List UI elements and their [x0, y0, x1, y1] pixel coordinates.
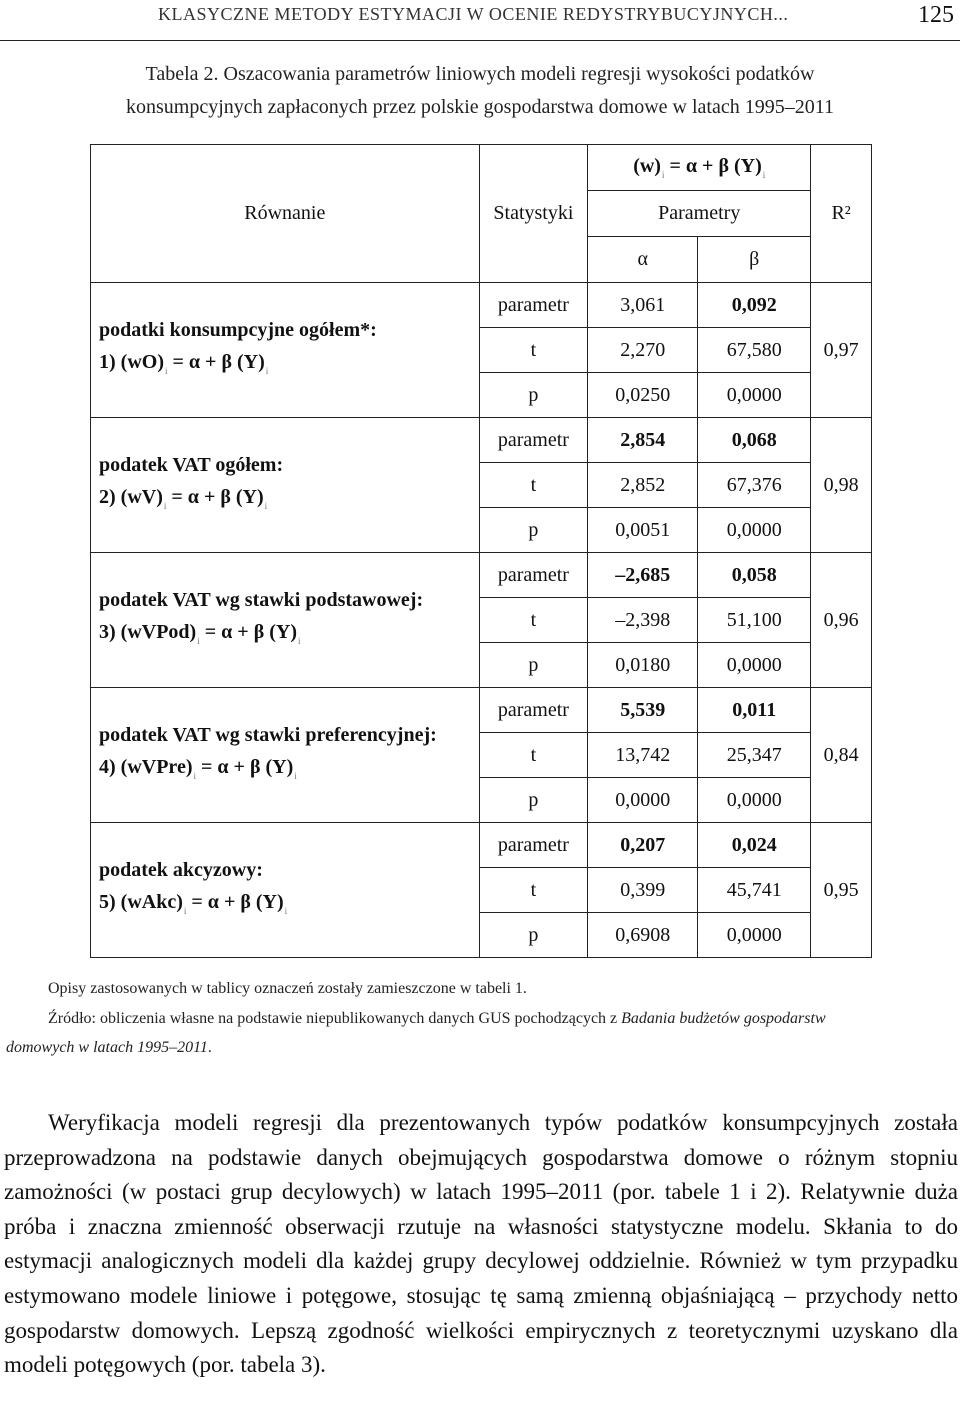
header-model-formula	[588, 145, 811, 191]
stat-cell: parametr	[479, 688, 588, 733]
beta-cell: 0,0000	[698, 508, 811, 553]
beta-cell: 67,580	[698, 328, 811, 373]
source-italic-1: Badania budżetów gospodarstw	[621, 1010, 826, 1027]
equation-formula	[99, 346, 473, 387]
equation-mid: = α + β (Y)	[196, 755, 294, 778]
source-line-2	[6, 1033, 956, 1062]
alpha-cell: 2,854	[588, 418, 698, 463]
equation-prefix: 1) (wO)	[99, 350, 164, 373]
equation-prefix: 3) (wVPod)	[99, 620, 197, 643]
table-row	[91, 688, 872, 733]
equation-formula	[99, 751, 473, 792]
stat-cell: p	[479, 508, 588, 553]
beta-cell: 25,347	[698, 733, 811, 778]
header-statistics: Statystyki	[479, 145, 588, 283]
beta-cell: 0,0000	[698, 373, 811, 418]
stat-cell: p	[479, 643, 588, 688]
header-r2: R²	[811, 145, 872, 283]
source-plain: Źródło: obliczenia własne na podstawie niepublikowanych danych GUS pochodzących z	[48, 1010, 622, 1027]
header-alpha: α	[588, 237, 698, 283]
beta-cell: 51,100	[698, 598, 811, 643]
table-row	[91, 823, 872, 868]
equation-prefix: 5) (wAkc)	[99, 890, 183, 913]
r2-cell: 0,98	[811, 418, 872, 553]
equation-mid: = α + β (Y)	[186, 890, 284, 913]
equation-title: podatek VAT wg stawki podstawowej:	[99, 588, 424, 611]
equation-title: podatek VAT ogółem:	[99, 453, 284, 476]
equation-cell	[91, 823, 480, 958]
header-parameters: Parametry	[588, 191, 811, 237]
equation-cell	[91, 283, 480, 418]
caption-line-1: Tabela 2. Oszacowania parametrów liniowych modeli regresji wysokości podatków	[145, 63, 815, 85]
equation-mid: = α + β (Y)	[167, 350, 265, 373]
alpha-cell: 0,207	[588, 823, 698, 868]
table-caption	[0, 58, 960, 124]
equation-prefix: 4) (wVPre)	[99, 755, 193, 778]
table-row	[91, 553, 872, 598]
r2-cell: 0,95	[811, 823, 872, 958]
beta-cell: 0,092	[698, 283, 811, 328]
alpha-cell: 0,0250	[588, 373, 698, 418]
running-title: KLASYCZNE METODY ESTYMACJI W OCENIE REDYSTRYBUCYJNYCH...	[158, 4, 789, 24]
beta-cell: 0,058	[698, 553, 811, 598]
equation-formula	[99, 481, 473, 522]
alpha-cell: 0,399	[588, 868, 698, 913]
alpha-cell: –2,685	[588, 553, 698, 598]
stat-cell: parametr	[479, 418, 588, 463]
beta-cell: 0,0000	[698, 778, 811, 823]
equation-end-sub: i	[264, 500, 268, 511]
stat-cell: t	[479, 328, 588, 373]
model-end-sub: i	[762, 170, 766, 180]
beta-cell: 0,011	[698, 688, 811, 733]
table-row	[91, 283, 872, 328]
table-note: Opisy zastosowanych w tablicy oznaczeń zostały zamieszczone w tabeli 1.	[48, 980, 527, 997]
equation-title: podatki konsumpcyjne ogółem*:	[99, 318, 377, 341]
equation-mid: = α + β (Y)	[199, 620, 297, 643]
alpha-cell: 2,852	[588, 463, 698, 508]
header-equation: Równanie	[91, 145, 480, 283]
body-paragraph	[4, 1106, 958, 1383]
stat-cell: t	[479, 598, 588, 643]
r2-cell: 0,96	[811, 553, 872, 688]
stat-cell: p	[479, 913, 588, 958]
equation-end-sub: i	[284, 905, 288, 916]
equation-cell	[91, 553, 480, 688]
alpha-cell: 2,270	[588, 328, 698, 373]
equation-prefix-sub: i	[163, 500, 167, 511]
stat-cell: p	[479, 778, 588, 823]
model-prefix: (w)	[633, 155, 661, 177]
beta-cell: 0,024	[698, 823, 811, 868]
equation-prefix-sub: i	[197, 635, 200, 646]
header-row-1	[91, 145, 872, 191]
model-prefix-sub: i	[661, 170, 665, 180]
beta-cell: 0,0000	[698, 913, 811, 958]
page-header	[0, 0, 960, 41]
equation-title: podatek VAT wg stawki preferencyjnej:	[99, 723, 437, 746]
equation-cell	[91, 688, 480, 823]
model-mid: = α + β (Y)	[664, 155, 762, 177]
beta-cell: 45,741	[698, 868, 811, 913]
alpha-cell: 13,742	[588, 733, 698, 778]
beta-cell: 67,376	[698, 463, 811, 508]
equation-title: podatek akcyzowy:	[99, 858, 263, 881]
equation-end-sub: i	[265, 365, 269, 376]
equation-cell	[91, 418, 480, 553]
equation-formula	[99, 616, 473, 657]
stat-cell: t	[479, 463, 588, 508]
source-italic-2: domowych w latach 1995–2011	[6, 1039, 208, 1056]
equation-formula	[99, 886, 473, 927]
equation-prefix-sub: i	[193, 770, 196, 781]
table-body	[91, 145, 872, 958]
stat-cell: t	[479, 868, 588, 913]
regression-table	[90, 144, 872, 958]
alpha-cell: 0,6908	[588, 913, 698, 958]
source-line	[6, 1004, 956, 1033]
equation-prefix: 2) (wV)	[99, 485, 163, 508]
alpha-cell: 3,061	[588, 283, 698, 328]
r2-cell: 0,84	[811, 688, 872, 823]
alpha-cell: –2,398	[588, 598, 698, 643]
caption-line-2: konsumpcyjnych zapłaconych przez polskie gospodarstwa domowe w latach 1995–2011	[126, 96, 834, 118]
page-number: 125	[918, 2, 954, 28]
stat-cell: parametr	[479, 823, 588, 868]
equation-mid: = α + β (Y)	[166, 485, 264, 508]
r2-cell: 0,97	[811, 283, 872, 418]
stat-cell: p	[479, 373, 588, 418]
alpha-cell: 0,0000	[588, 778, 698, 823]
alpha-cell: 0,0051	[588, 508, 698, 553]
beta-cell: 0,068	[698, 418, 811, 463]
stat-cell: parametr	[479, 553, 588, 598]
source-note	[6, 1004, 956, 1062]
beta-cell: 0,0000	[698, 643, 811, 688]
alpha-cell: 0,0180	[588, 643, 698, 688]
table-row	[91, 418, 872, 463]
header-beta: β	[698, 237, 811, 283]
equation-prefix-sub: i	[183, 905, 187, 916]
equation-prefix-sub: i	[164, 365, 168, 376]
stat-cell: parametr	[479, 283, 588, 328]
stat-cell: t	[479, 733, 588, 778]
source-end: .	[207, 1039, 212, 1056]
equation-end-sub: i	[294, 770, 297, 781]
paragraph-text: Weryfikacja modeli regresji dla prezentowanych typów podatków konsumpcyjnych została przeprowadzona na podstawie danych obejmujących gospodarstwa domowe o różnym stopniu zamożności (w postaci grup decylowych) w latach 1995–2011 (por. tabele 1 i 2). Relatywnie duża próba i znaczna zmienność obserwacji rzutuje na własności statystyczne modelu. Skłania to do estymacji analogicznych modeli dla każdej grupy decylowej oddzielnie. Również w tym przypadku estymowano modele liniowe i potęgowe, stosując tę samą zmienną objaśniającą – przychody netto gospodarstw domowych. Lepszą zgodność wielkości empirycznych z teoretycznymi uzyskano dla modeli potęgowych (por. tabela 3).	[4, 1110, 958, 1378]
equation-end-sub: i	[298, 635, 301, 646]
alpha-cell: 5,539	[588, 688, 698, 733]
